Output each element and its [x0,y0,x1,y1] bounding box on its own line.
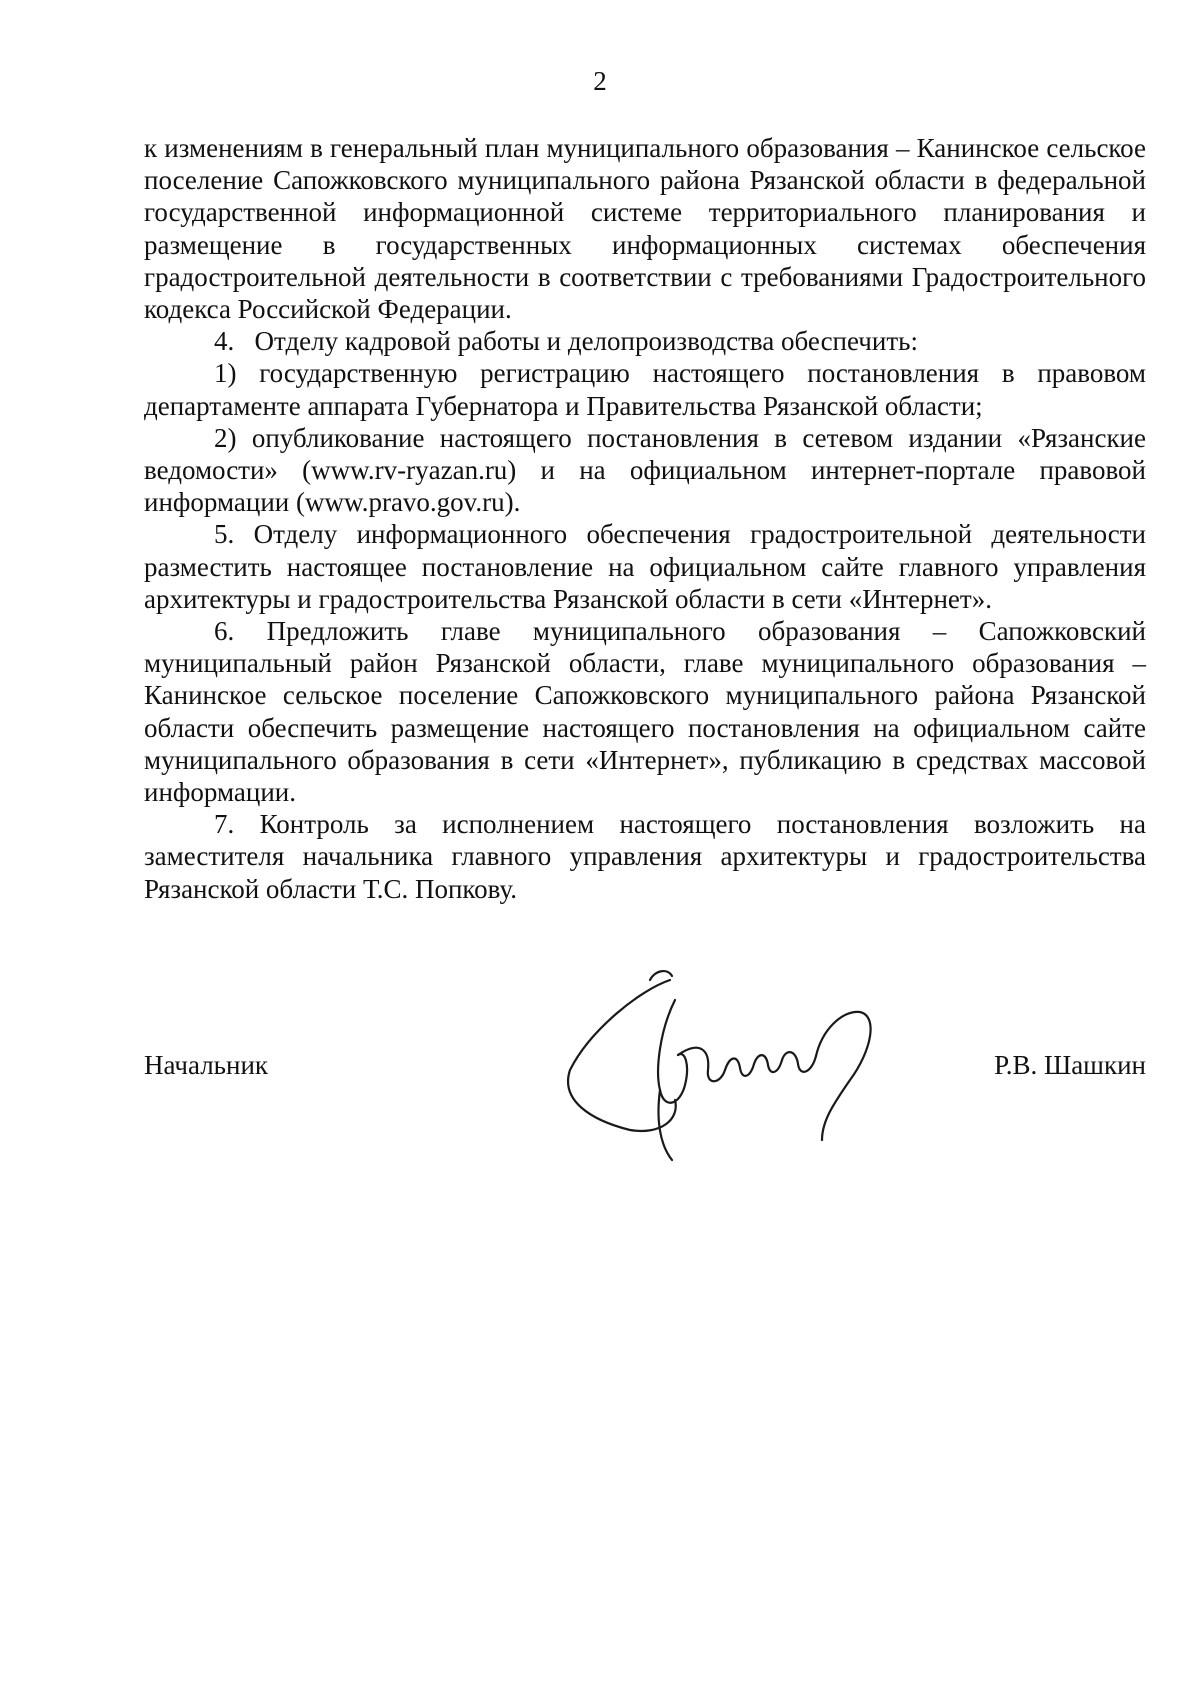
paragraph-item-4-1: 1) государственную регистрацию настоящего постановления в правовом департаменте аппарата Губернатора и Правительства Рязанской области; [144,358,1146,421]
paragraph-item-4-2: 2) опубликование настоящего постановления в сетевом издании «Рязанские ведомости» (www.rv-ryazan.ru) и на официальном интернет-портале правовой информации (www.pravo.gov.ru). [144,422,1146,518]
paragraph-continuation: к изменениям в генеральный план муниципального образования – Канинское сельское поселение Сапожковского муниципального района Рязанской области в федеральной государственной информационной системе территориального планирования и размещение в государственных информационных системах обеспечения градостроительной деятельности в соответствии с требованиями Градостроительного кодекса Российской Федерации. [144,133,1146,325]
handwritten-signature-icon [560,960,920,1170]
paragraph-item-6: 6. Предложить главе муниципального образования – Сапожковский муниципальный район Рязанской области, главе муниципального образования – Канинское сельское поселение Сапожковского муниципального района Рязанской области обеспечить размещение настоящего постановления на официальном сайте муниципального образования в сети «Интернет», публикацию в средствах массовой информации. [144,616,1146,808]
signatory-position: Начальник [144,1050,269,1080]
paragraph-item-4: 4. Отделу кадровой работы и делопроизводства обеспечить: [214,326,918,357]
paragraph-item-7: 7. Контроль за исполнением настоящего постановления возложить на заместителя начальника главного управления архитектуры и градостроительства Рязанской области Т.С. Попкову. [144,809,1146,904]
document-body [144,132,1146,905]
paragraph-item-5: 5. Отделу информационного обеспечения градостроительной деятельности разместить настоящее постановление на официальном сайте главного управления архитектуры и градостроительства Рязанской области в сети «Интернет». [144,519,1146,614]
page-number: 2 [593,66,607,96]
signatory-name: Р.В. Шашкин [994,1050,1146,1080]
